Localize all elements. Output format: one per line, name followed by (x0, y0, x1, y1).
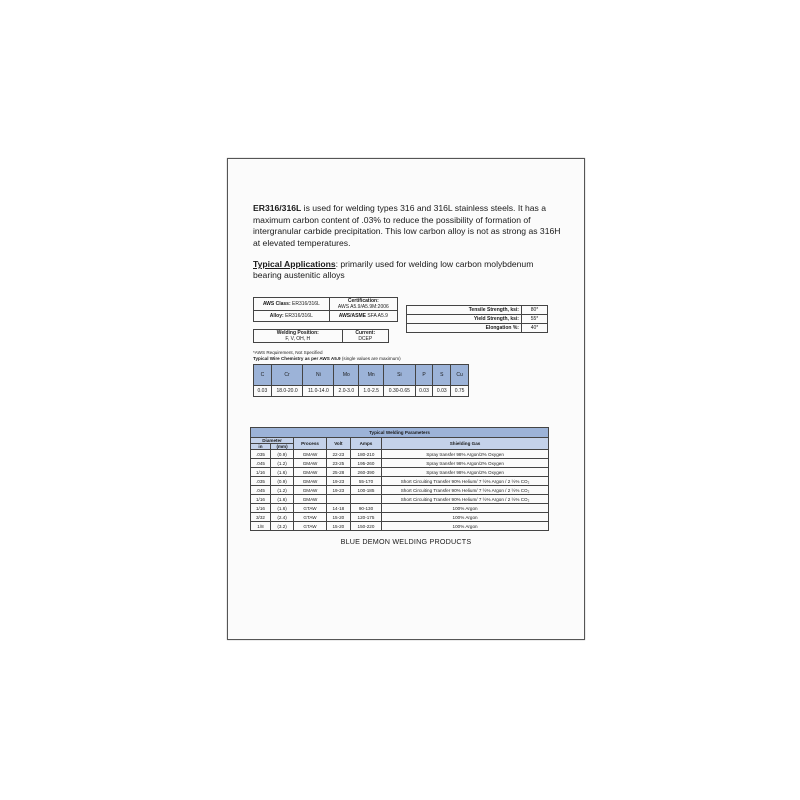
weld-process-cell: GMAW (294, 468, 327, 477)
weld-mm-cell: (0.9) (270, 450, 293, 459)
chem-value: 1.0-2.5 (359, 386, 384, 397)
in-header: in (251, 444, 271, 450)
aws-requirement-note: *AWS Requirement, Not Specified (253, 350, 323, 355)
chem-value: 2.0-3.0 (334, 386, 359, 397)
chem-element-header: P (415, 365, 433, 386)
weld-gas-cell: 100% Argon (382, 522, 549, 531)
mechanical-value: 80* (521, 306, 547, 315)
weld-in-cell: .045 (251, 459, 271, 468)
weld-mm-cell: (1.6) (270, 468, 293, 477)
table-row (251, 477, 549, 486)
classification-table (253, 297, 398, 322)
applications-text: : primarily used for welding low carbon molybdenum bearing austenitic alloys (253, 259, 534, 281)
weld-volt-cell: 15-20 (326, 522, 350, 531)
weld-process-cell: GTAW (294, 522, 327, 531)
weld-amps-cell: 120-175 (350, 513, 381, 522)
weld-gas-cell: Short Circuiting Transfer 90% Helium/ 7 ½% Argon / 2 ½% CO₂ (382, 486, 549, 495)
weld-volt-cell (326, 495, 350, 504)
applications-paragraph (253, 259, 561, 281)
weld-amps-cell (350, 495, 381, 504)
mm-header: (mm) (270, 444, 293, 450)
weld-gas-cell: Spray transfer 98% Argon/2% Oxygen (382, 468, 549, 477)
chem-element-header: C (254, 365, 272, 386)
mechanical-row (407, 306, 548, 315)
chem-element-header: Mo (334, 365, 359, 386)
weld-mm-cell: (0.9) (270, 477, 293, 486)
weld-mm-cell: (1.6) (270, 495, 293, 504)
mechanical-label: Elongation %: (407, 324, 522, 333)
weld-process-cell: GTAW (294, 504, 327, 513)
diameter-header: Diameter (251, 438, 294, 444)
product-name: ER316/316L (253, 203, 302, 213)
weld-mm-cell: (1.6) (270, 504, 293, 513)
weld-mm-cell: (1.2) (270, 459, 293, 468)
weld-amps-cell: 195-260 (350, 459, 381, 468)
weld-gas-cell: 100% Argon (382, 504, 549, 513)
mechanical-label: Yield Strength, ksi: (407, 315, 522, 324)
table-row (251, 495, 549, 504)
chem-element-header: Ni (303, 365, 334, 386)
chem-value: 0.75 (451, 386, 469, 397)
mechanical-row (407, 324, 548, 333)
table-row (251, 450, 549, 459)
weld-process-cell: GMAW (294, 450, 327, 459)
certification-cell: Certification: AWS A5.9/A5.9M:2006 (329, 298, 397, 311)
table-row (251, 486, 549, 495)
weld-mm-cell: (1.2) (270, 486, 293, 495)
intro-paragraph (253, 203, 561, 249)
welding-table-title: Typical Welding Parameters (251, 428, 549, 438)
footer-brand: BLUE DEMON WELDING PRODUCTS (340, 537, 472, 546)
welding-position-cell: Welding Position: F, V, OH, H (254, 330, 343, 343)
chem-element-header: Cr (271, 365, 303, 386)
chem-value: 0.03 (254, 386, 272, 397)
mechanical-value: 55* (521, 315, 547, 324)
weld-amps-cell: 260-390 (350, 468, 381, 477)
intro-text: is used for welding types 316 and 316L stainless steels. It has a maximum carbon content of .03% to reduce the possibility of formation of intergranular carbide precipitation. This low carbon alloy is not as strong as 316H at elevated temperatures. (253, 203, 561, 248)
chem-element-header: Cu (451, 365, 469, 386)
weld-in-cell: 1/8 (251, 522, 271, 531)
weld-process-cell: GMAW (294, 459, 327, 468)
table-row (251, 513, 549, 522)
chem-value: 0.03 (415, 386, 433, 397)
mechanical-label: Tensile Strength, ksi: (407, 306, 522, 315)
weld-in-cell: .045 (251, 486, 271, 495)
gas-header: Shielding Gas (382, 438, 549, 450)
weld-volt-cell: 19-23 (326, 486, 350, 495)
notes (253, 350, 401, 362)
weld-amps-cell: 150-220 (350, 522, 381, 531)
weld-gas-cell: Short Circuiting Transfer 90% Helium/ 7 ½% Argon / 2 ½% CO₂ (382, 495, 549, 504)
chem-element-header: Mn (359, 365, 384, 386)
chem-value: 0.03 (433, 386, 451, 397)
weld-process-cell: GMAW (294, 477, 327, 486)
mechanical-properties-table (406, 305, 548, 333)
weld-amps-cell: 100-185 (350, 486, 381, 495)
weld-volt-cell: 14-18 (326, 504, 350, 513)
volt-header: Volt (326, 438, 350, 450)
chem-element-header: Si (384, 365, 416, 386)
table-row (251, 504, 549, 513)
chem-value: 18.0-20.0 (271, 386, 303, 397)
weld-in-cell: 1/16 (251, 495, 271, 504)
weld-gas-cell: Short Circuiting Transfer 90% Helium/ 7 ½% Argon / 2 ½% CO₂ (382, 477, 549, 486)
current-cell: Current: DCEP (342, 330, 388, 343)
weld-process-cell: GMAW (294, 495, 327, 504)
weld-in-cell: 1/16 (251, 504, 271, 513)
chemistry-caption: Typical Wire Chemistry as per AWS A5.9 (single values are maximum) (253, 356, 401, 361)
weld-process-cell: GTAW (294, 513, 327, 522)
mechanical-value: 40* (521, 324, 547, 333)
weld-in-cell: 1/16 (251, 468, 271, 477)
applications-label: Typical Applications (253, 259, 336, 269)
weld-volt-cell: 22-23 (326, 450, 350, 459)
weld-volt-cell: 25-28 (326, 468, 350, 477)
weld-process-cell: GMAW (294, 486, 327, 495)
process-header: Process (294, 438, 327, 450)
weld-volt-cell: 19-23 (326, 477, 350, 486)
weld-amps-cell: 180-210 (350, 450, 381, 459)
chem-element-header: S (433, 365, 451, 386)
chemistry-table (253, 364, 469, 397)
weld-volt-cell: 23-25 (326, 459, 350, 468)
table-row (251, 522, 549, 531)
weld-gas-cell: 100% Argon (382, 513, 549, 522)
weld-gas-cell: Spray transfer 98% Argon/2% Oxygen (382, 450, 549, 459)
table-row (251, 459, 549, 468)
welding-parameters-table (250, 427, 549, 531)
weld-in-cell: 3/32 (251, 513, 271, 522)
chem-value: 11.0-14.0 (303, 386, 334, 397)
table-row (251, 468, 549, 477)
weld-volt-cell: 15-20 (326, 513, 350, 522)
alloy-cell: Alloy: ER316/316L (254, 311, 330, 322)
weld-gas-cell: Spray transfer 98% Argon/2% Oxygen (382, 459, 549, 468)
weld-in-cell: .035 (251, 450, 271, 459)
aws-class-cell: AWS Class: ER316/316L (254, 298, 330, 311)
chem-value: 0.30-0.65 (384, 386, 416, 397)
weld-amps-cell: 55-170 (350, 477, 381, 486)
position-current-table (253, 329, 389, 343)
weld-mm-cell: (2.4) (270, 513, 293, 522)
mechanical-row (407, 315, 548, 324)
spec-sheet (227, 158, 585, 640)
weld-in-cell: .035 (251, 477, 271, 486)
weld-mm-cell: (3.2) (270, 522, 293, 531)
asme-cell: AWS/ASME SFA A5.9 (329, 311, 397, 322)
amps-header: Amps (350, 438, 381, 450)
weld-amps-cell: 90-130 (350, 504, 381, 513)
